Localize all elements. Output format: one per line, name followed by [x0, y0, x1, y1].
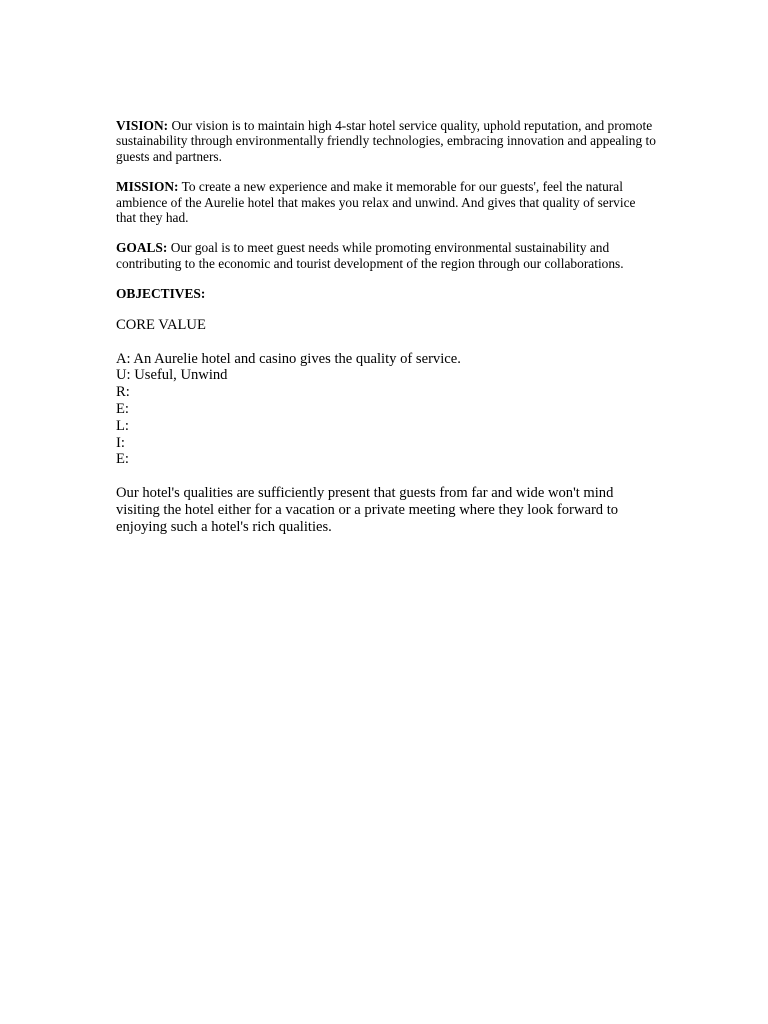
mission-text: To create a new experience and make it memorable for our guests', feel the natural ambience of the Aurelie hotel that makes you relax and unwind. And gives that quality of service that they had.	[116, 179, 636, 226]
vision-paragraph	[116, 118, 656, 164]
core-value-heading: CORE VALUE	[116, 316, 206, 333]
core-value-item-r: R:	[116, 384, 130, 401]
objectives-paragraph	[116, 286, 656, 301]
mission-label: MISSION:	[116, 179, 179, 195]
goals-label: GOALS:	[116, 240, 168, 256]
vision-label: VISION:	[116, 118, 169, 133]
core-value-item-i: I:	[116, 434, 125, 451]
core-value-item-u: U: Useful, Unwind	[116, 367, 228, 384]
closing-paragraph: Our hotel's qualities are sufficiently present that guests from far and wide won't mind visiting the hotel either for a vacation or a private meeting where they look forward to enjoying such a hotel's rich qualities.	[116, 485, 619, 535]
goals-text: Our goal is to meet guest needs while promoting environmental sustainability and contributing to the economic and tourist development of the region through our collaborations.	[116, 240, 624, 271]
vision-text: Our vision is to maintain high 4-star hotel service quality, uphold reputation, and promote sustainability through environmentally friendly technologies, embracing innovation and appealing to guests and partners.	[116, 118, 656, 164]
document-page	[116, 118, 656, 536]
mission-paragraph	[116, 179, 656, 225]
core-value-item-a: A: An Aurelie hotel and casino gives the quality of service.	[116, 350, 461, 367]
core-value-list	[116, 351, 656, 469]
core-value-item-e2: E:	[116, 451, 129, 468]
objectives-label: OBJECTIVES:	[116, 286, 206, 302]
goals-paragraph	[116, 240, 656, 271]
core-value-item-l: L:	[116, 417, 129, 434]
core-value-item-e1: E:	[116, 401, 129, 418]
